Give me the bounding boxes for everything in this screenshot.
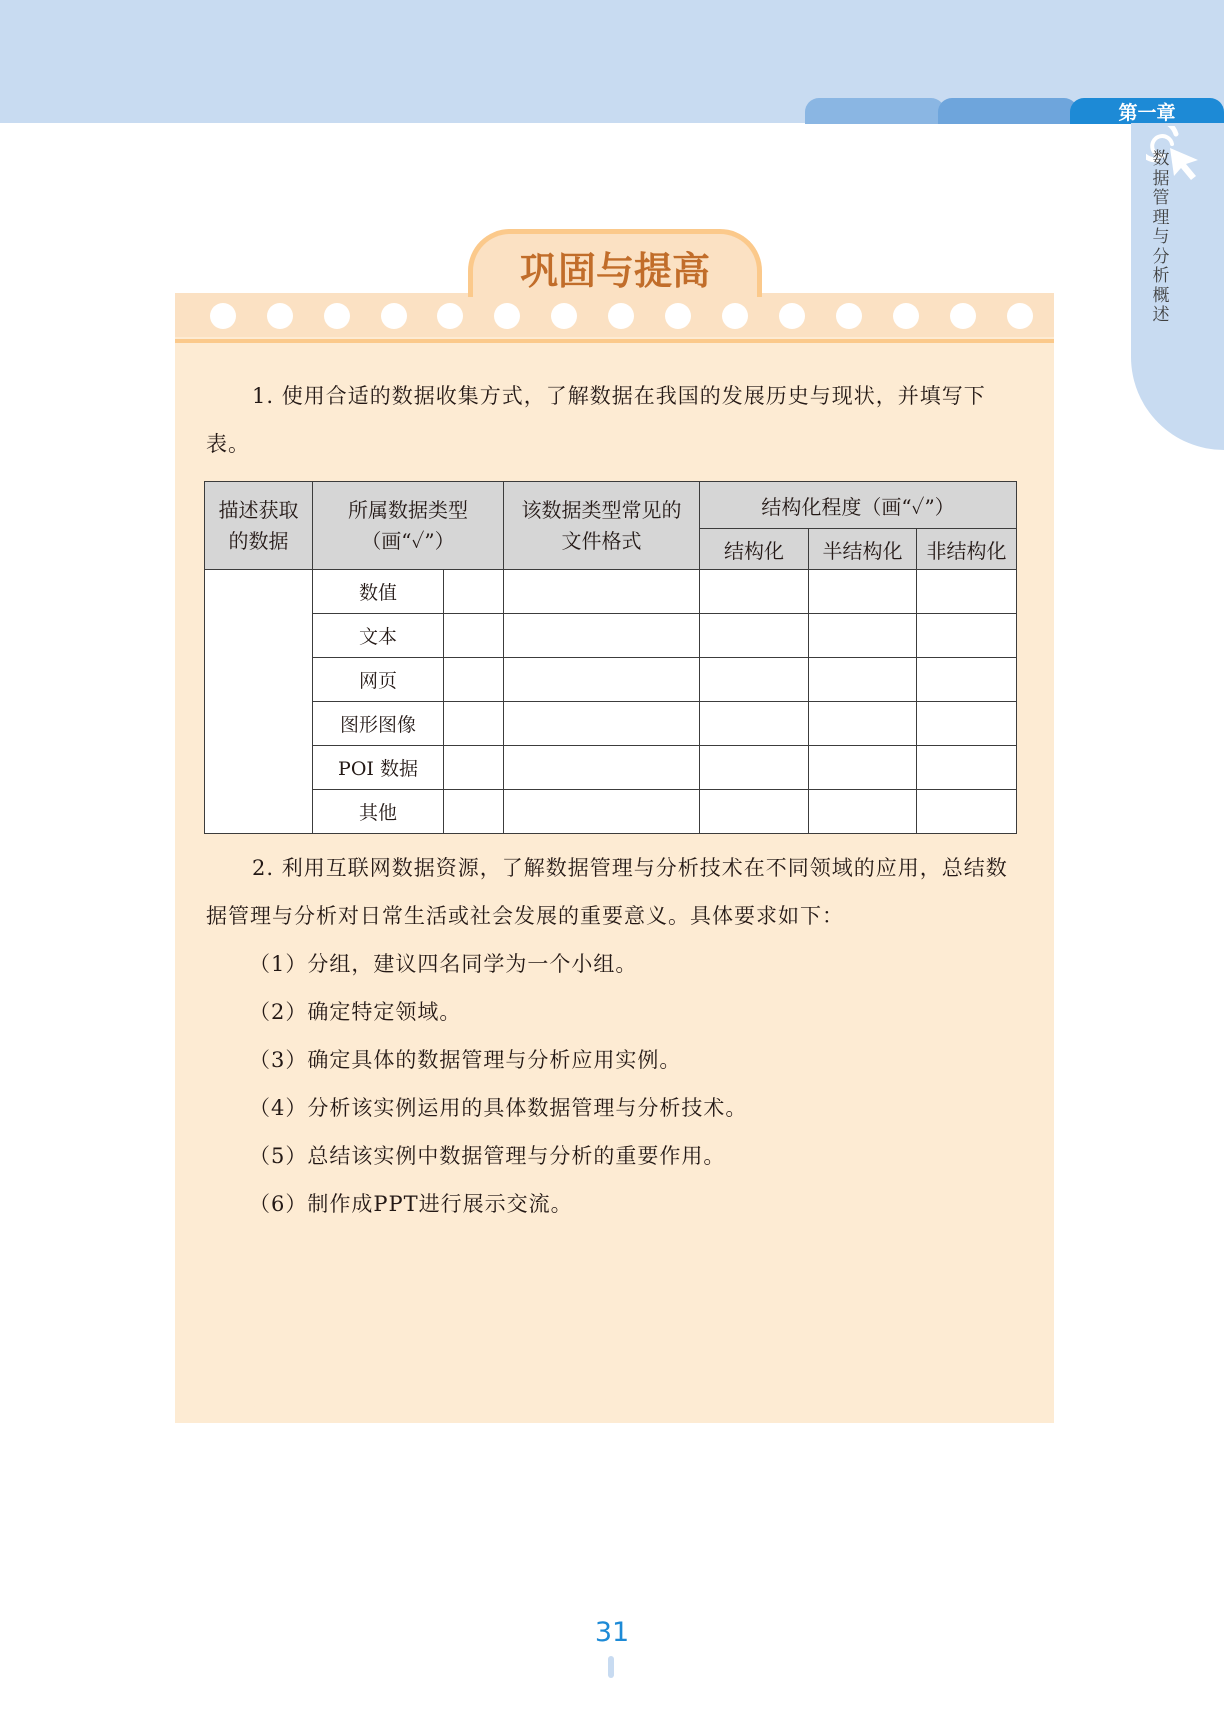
requirement-item: （3）确定具体的数据管理与分析应用实例。 [249, 1048, 682, 1072]
type-label: POI 数据 [313, 746, 444, 790]
format-cell[interactable] [504, 658, 700, 702]
semi-structured-cell[interactable] [809, 790, 917, 834]
type-label: 文本 [313, 614, 444, 658]
header-desc: 描述获取的数据 [205, 482, 313, 570]
section-title: 巩固与提高 [519, 249, 710, 293]
type-check-cell[interactable] [444, 746, 504, 790]
format-cell[interactable] [504, 614, 700, 658]
unstructured-cell[interactable] [917, 702, 1017, 746]
structured-cell[interactable] [700, 570, 809, 614]
binder-hole [1007, 303, 1033, 329]
header-unstructured: 非结构化 [917, 529, 1017, 570]
question-1: 1. 使用合适的数据收集方式，了解数据在我国的发展历史与现状，并填写下表。 [206, 384, 986, 456]
binder-hole [551, 303, 577, 329]
header-structured: 结构化 [700, 529, 809, 570]
torn-edge [175, 1380, 1054, 1440]
semi-structured-cell[interactable] [809, 702, 917, 746]
type-label: 数值 [313, 570, 444, 614]
type-label: 网页 [313, 658, 444, 702]
format-cell[interactable] [504, 746, 700, 790]
binder-line [175, 339, 1054, 343]
header-format: 该数据类型常见的文件格式 [504, 482, 700, 570]
binder-hole [893, 303, 919, 329]
format-cell[interactable] [504, 790, 700, 834]
semi-structured-cell[interactable] [809, 614, 917, 658]
requirement-item: （6）制作成PPT进行展示交流。 [249, 1192, 573, 1216]
binder-hole [665, 303, 691, 329]
data-survey-table [204, 481, 1017, 834]
type-check-cell[interactable] [444, 790, 504, 834]
header-struct: 结构化程度（画“✓”） [700, 482, 1017, 529]
structured-cell[interactable] [700, 658, 809, 702]
desc-cell[interactable] [205, 570, 313, 834]
header-semi-structured: 半结构化 [809, 529, 917, 570]
unstructured-cell[interactable] [917, 614, 1017, 658]
requirement-item: （5）总结该实例中数据管理与分析的重要作用。 [249, 1144, 726, 1168]
binder-hole [779, 303, 805, 329]
structured-cell[interactable] [700, 702, 809, 746]
binder-hole [836, 303, 862, 329]
binder-hole [210, 303, 236, 329]
binder-hole [267, 303, 293, 329]
semi-structured-cell[interactable] [809, 658, 917, 702]
unstructured-cell[interactable] [917, 570, 1017, 614]
format-cell[interactable] [504, 570, 700, 614]
type-check-cell[interactable] [444, 702, 504, 746]
chapter-tab-decor-1 [805, 98, 945, 124]
unstructured-cell[interactable] [917, 746, 1017, 790]
type-check-cell[interactable] [444, 614, 504, 658]
semi-structured-cell[interactable] [809, 746, 917, 790]
header-type: 所属数据类型（画“✓”） [313, 482, 504, 570]
page-number: 31 [594, 1617, 630, 1648]
binder-hole [381, 303, 407, 329]
chapter-tab: 第一章 [1070, 98, 1224, 124]
semi-structured-cell[interactable] [809, 570, 917, 614]
binder-hole [608, 303, 634, 329]
type-label: 其他 [313, 790, 444, 834]
structured-cell[interactable] [700, 746, 809, 790]
type-check-cell[interactable] [444, 658, 504, 702]
side-title: 数据管理与分析概述 [1152, 149, 1170, 325]
requirement-item: （1）分组，建议四名同学为一个小组。 [249, 952, 638, 976]
page-number-bar [608, 1656, 614, 1678]
type-check-cell[interactable] [444, 570, 504, 614]
binder-hole [722, 303, 748, 329]
unstructured-cell[interactable] [917, 790, 1017, 834]
binder-hole [950, 303, 976, 329]
requirement-item: （2）确定特定领域。 [249, 1000, 462, 1024]
question-2: 2. 利用互联网数据资源，了解数据管理与分析技术在不同领域的应用，总结数据管理与分析对日常生活或社会发展的重要意义。具体要求如下： [206, 856, 1008, 928]
binder-hole [494, 303, 520, 329]
structured-cell[interactable] [700, 790, 809, 834]
unstructured-cell[interactable] [917, 658, 1017, 702]
structured-cell[interactable] [700, 614, 809, 658]
requirement-item: （4）分析该实例运用的具体数据管理与分析技术。 [249, 1096, 748, 1120]
format-cell[interactable] [504, 702, 700, 746]
type-label: 图形图像 [313, 702, 444, 746]
binder-hole [324, 303, 350, 329]
binder-hole [437, 303, 463, 329]
chapter-tab-decor-2 [938, 98, 1078, 124]
